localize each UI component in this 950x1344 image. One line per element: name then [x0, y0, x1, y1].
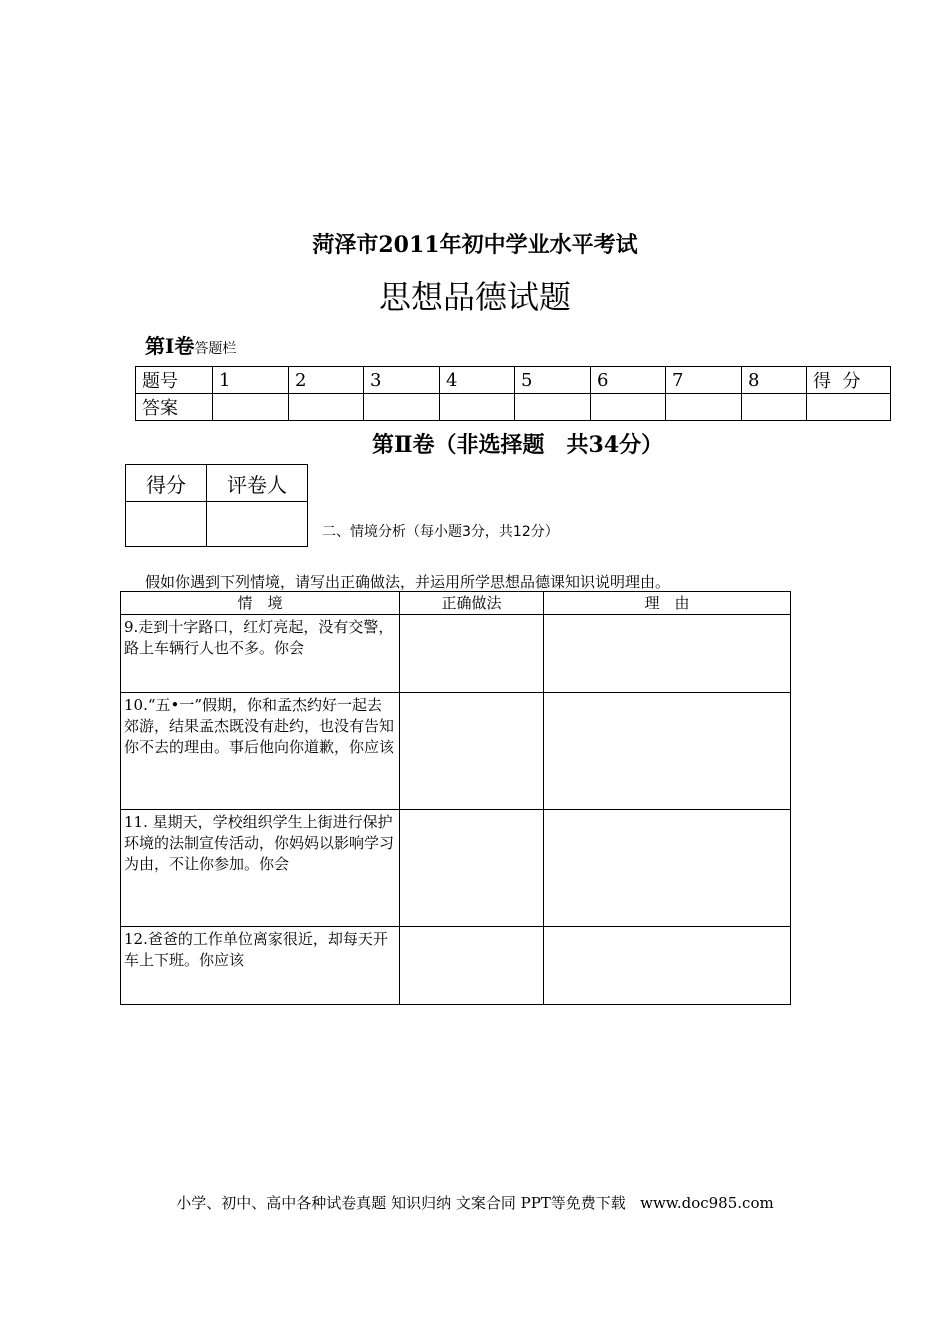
number-cell: 6	[591, 367, 666, 394]
answer-cell[interactable]	[289, 394, 364, 421]
number-cell: 3	[364, 367, 440, 394]
score-box-score-label: 得分	[126, 465, 207, 502]
section2-title: 二、情境分析（每小题3分，共12分）	[322, 524, 559, 540]
number-cell: 5	[515, 367, 591, 394]
answer-header: 答案	[136, 394, 213, 421]
score-cell[interactable]	[807, 394, 891, 421]
answer-cell[interactable]	[591, 394, 666, 421]
scenario-table	[120, 591, 791, 1005]
score-box-grader-label: 评卷人	[207, 465, 308, 502]
scenario-text: 10.“五•一”假期，你和孟杰约好一起去郊游，结果孟杰既没有赴约，也没有告知你不去的理由。事后他向你道歉，你应该	[121, 693, 400, 810]
answer-cell[interactable]	[364, 394, 440, 421]
action-cell[interactable]	[400, 615, 544, 693]
number-cell: 8	[742, 367, 807, 394]
scenario-header: 情 境	[121, 592, 400, 615]
number-cell: 4	[440, 367, 515, 394]
reason-cell[interactable]	[544, 615, 791, 693]
scenario-text: 12.爸爸的工作单位离家很近，却每天开车上下班。你应该	[121, 927, 400, 1005]
part1-heading	[145, 330, 236, 359]
instruction: 假如你遇到下列情境，请写出正确做法，并运用所学思想品德课知识说明理由。	[145, 573, 671, 591]
scenario-row	[121, 927, 791, 1005]
scenario-text: 9.走到十字路口，红灯亮起，没有交警，路上车辆行人也不多。你会	[121, 615, 400, 693]
score-box	[125, 464, 308, 547]
part1-label: 第Ⅰ卷	[145, 334, 195, 358]
action-cell[interactable]	[400, 693, 544, 810]
scenario-row	[121, 810, 791, 927]
answer-cell[interactable]	[213, 394, 289, 421]
score-box-grader-cell[interactable]	[207, 502, 308, 547]
reason-cell[interactable]	[544, 693, 791, 810]
scenario-row	[121, 693, 791, 810]
number-cell: 2	[289, 367, 364, 394]
part2-title: 第Ⅱ卷（非选择题 共34分）	[372, 432, 664, 458]
score-box-score-cell[interactable]	[126, 502, 207, 547]
action-header: 正确做法	[400, 592, 544, 615]
exam-title: 菏泽市2011年初中学业水平考试	[312, 232, 638, 258]
action-cell[interactable]	[400, 810, 544, 927]
reason-header: 理 由	[544, 592, 791, 615]
number-cell: 7	[666, 367, 742, 394]
footer: 小学、初中、高中各种试卷真题 知识归纳 文案合同 PPT等免费下载 www.doc985.com	[176, 1194, 774, 1212]
answer-table-number-row	[136, 367, 891, 394]
scenario-header-row	[121, 592, 791, 615]
reason-cell[interactable]	[544, 810, 791, 927]
answer-cell[interactable]	[440, 394, 515, 421]
exam-subject: 思想品德试题	[378, 278, 571, 316]
part1-sub: 答题栏	[194, 341, 237, 357]
action-cell[interactable]	[400, 927, 544, 1005]
answer-cell[interactable]	[515, 394, 591, 421]
reason-cell[interactable]	[544, 927, 791, 1005]
score-header: 得 分	[807, 367, 891, 394]
answer-cell[interactable]	[666, 394, 742, 421]
number-cell: 1	[213, 367, 289, 394]
answer-table-answer-row	[136, 394, 891, 421]
scenario-row	[121, 615, 791, 693]
answer-table	[135, 366, 891, 421]
number-header: 题号	[136, 367, 213, 394]
scenario-text: 11. 星期天，学校组织学生上街进行保护环境的法制宣传活动，你妈妈以影响学习为由，不让你参加。你会	[121, 810, 400, 927]
answer-cell[interactable]	[742, 394, 807, 421]
